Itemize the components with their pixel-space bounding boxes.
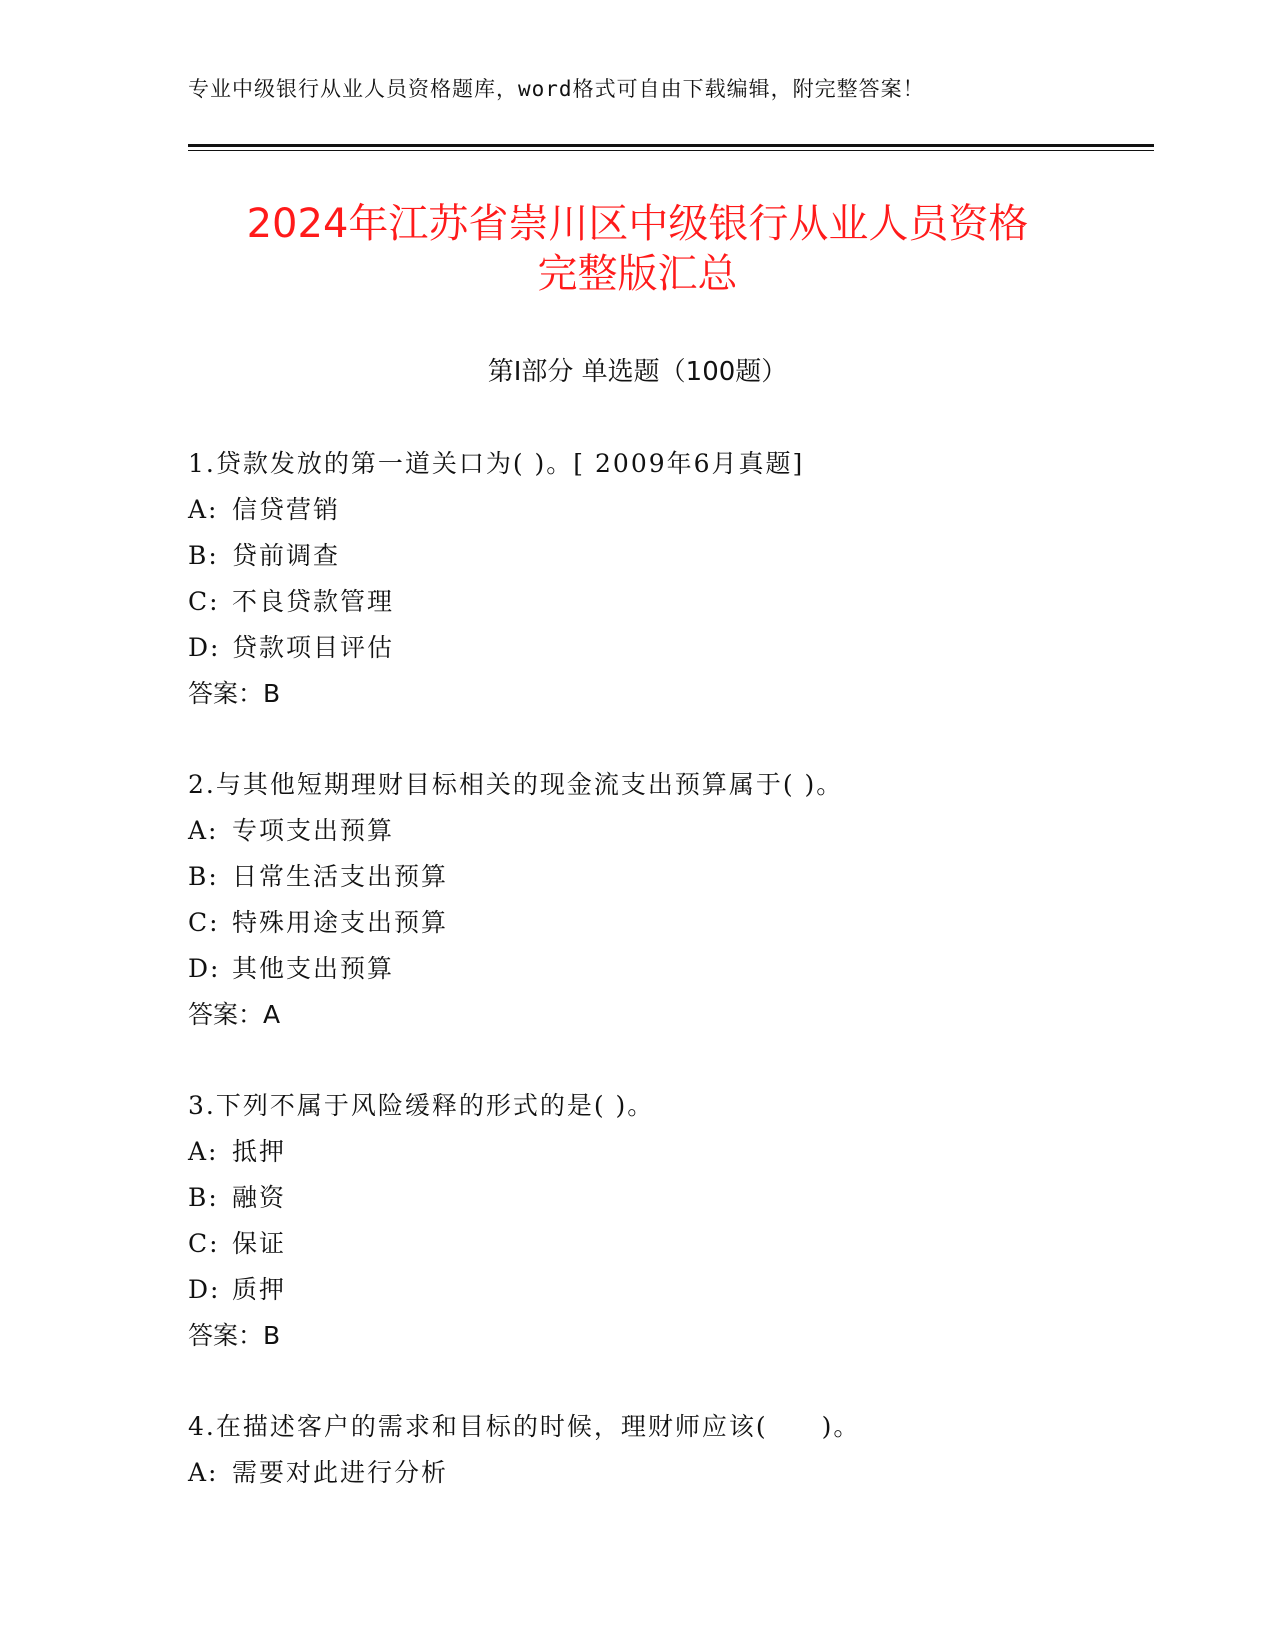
answer-line xyxy=(188,671,1154,717)
option-c xyxy=(188,900,1154,946)
option-letter: A: xyxy=(188,1458,219,1487)
question-4 xyxy=(188,1404,1154,1496)
document-title-line-1: 2024年江苏省崇川区中级银行从业人员资格 xyxy=(246,201,1029,247)
option-text: 贷款项目评估 xyxy=(232,633,395,662)
option-letter: B: xyxy=(188,1183,219,1212)
option-a xyxy=(188,1450,1154,1496)
option-c xyxy=(188,1221,1154,1267)
option-letter: B: xyxy=(188,862,219,891)
question-2 xyxy=(188,762,1154,1038)
question-stem: 3.下列不属于风险缓释的形式的是( )。 xyxy=(188,1091,655,1120)
option-text: 抵押 xyxy=(232,1137,287,1166)
answer-line xyxy=(188,992,1154,1038)
option-letter: C: xyxy=(188,908,220,937)
answer-label: 答案： xyxy=(188,1000,264,1029)
header-note: 专业中级银行从业人员资格题库，word格式可自由下载编辑，附完整答案！ xyxy=(188,77,925,101)
option-d xyxy=(188,1267,1154,1313)
answer-value: A xyxy=(263,1000,281,1029)
option-letter: B: xyxy=(188,541,219,570)
question-list xyxy=(188,441,1154,1541)
answer-value: B xyxy=(263,679,281,708)
option-a xyxy=(188,808,1154,854)
header-rule-thick xyxy=(188,144,1154,147)
question-stem: 2.与其他短期理财目标相关的现金流支出预算属于( )。 xyxy=(188,770,844,799)
option-b xyxy=(188,533,1154,579)
question-3 xyxy=(188,1083,1154,1359)
header-rule-thin xyxy=(188,150,1154,151)
option-a xyxy=(188,487,1154,533)
option-letter: C: xyxy=(188,587,220,616)
answer-value: B xyxy=(263,1321,281,1350)
option-letter: A: xyxy=(188,495,219,524)
question-1 xyxy=(188,441,1154,717)
option-b xyxy=(188,854,1154,900)
option-text: 信贷营销 xyxy=(232,495,341,524)
option-c xyxy=(188,579,1154,625)
option-text: 不良贷款管理 xyxy=(232,587,395,616)
answer-label: 答案： xyxy=(188,679,264,708)
question-stem: 1.贷款发放的第一道关口为( )。[ 2009年6月真题] xyxy=(188,449,805,478)
option-text: 保证 xyxy=(232,1229,287,1258)
option-text: 特殊用途支出预算 xyxy=(232,908,449,937)
option-text: 融资 xyxy=(232,1183,287,1212)
option-letter: D: xyxy=(188,1275,221,1304)
answer-label: 答案： xyxy=(188,1321,264,1350)
option-letter: A: xyxy=(188,816,219,845)
option-d xyxy=(188,946,1154,992)
option-text: 日常生活支出预算 xyxy=(232,862,449,891)
option-text: 需要对此进行分析 xyxy=(232,1458,449,1487)
option-text: 其他支出预算 xyxy=(232,954,395,983)
option-letter: D: xyxy=(188,954,221,983)
option-text: 专项支出预算 xyxy=(232,816,395,845)
document-title-line-2: 完整版汇总 xyxy=(537,251,738,297)
option-a xyxy=(188,1129,1154,1175)
option-letter: A: xyxy=(188,1137,219,1166)
option-text: 贷前调查 xyxy=(232,541,341,570)
option-letter: D: xyxy=(188,633,221,662)
question-stem: 4.在描述客户的需求和目标的时候，理财师应该( )。 xyxy=(188,1412,861,1441)
option-text: 质押 xyxy=(232,1275,287,1304)
option-b xyxy=(188,1175,1154,1221)
option-d xyxy=(188,625,1154,671)
answer-line xyxy=(188,1313,1154,1359)
section-heading: 第Ⅰ部分 单选题（100题） xyxy=(487,357,788,387)
option-letter: C: xyxy=(188,1229,220,1258)
